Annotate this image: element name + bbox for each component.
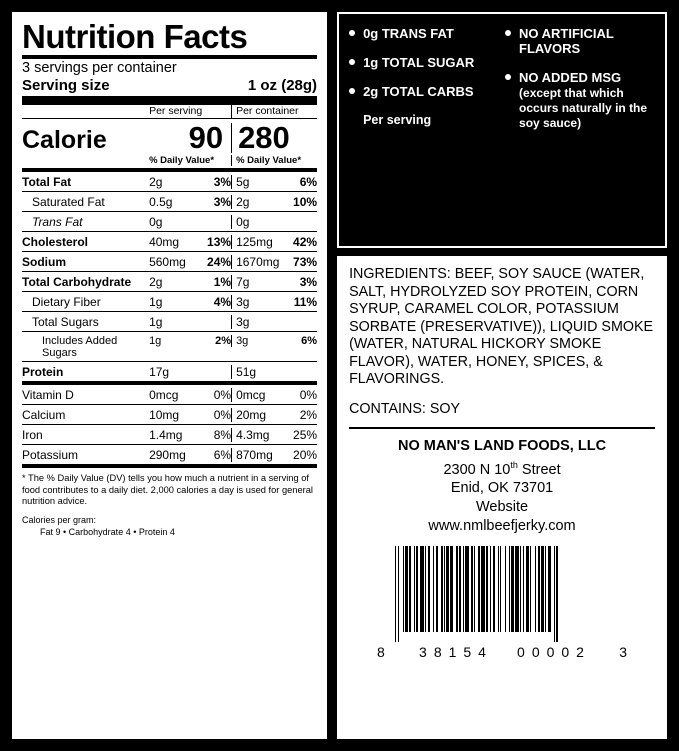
nutrient-dv: 6%: [299, 174, 318, 189]
claim-note: (except that which occurs naturally in the soy sauce): [519, 86, 648, 130]
vitamin-dv: 8%: [213, 427, 232, 442]
nutrient-dv: 13%: [207, 234, 232, 249]
vitamin-row: [22, 385, 317, 404]
vitamin-row: [22, 445, 317, 464]
nutrient-dv: 11%: [293, 294, 318, 309]
vitamin-dv: 0%: [213, 387, 232, 402]
vitamin-value: 10mg: [149, 407, 180, 422]
nutrient-row: [22, 212, 317, 231]
dv-header-container: % Daily Value*: [231, 155, 317, 166]
nutrient-value: 3g: [236, 334, 249, 347]
vitamin-dv: 2%: [299, 407, 318, 422]
vitamin-value: 870mg: [236, 447, 273, 462]
nutrient-row: [22, 362, 317, 381]
nutrient-dv: [285, 215, 317, 229]
nutrient-dv: 73%: [293, 254, 318, 269]
vitamin-name: Calcium: [22, 407, 66, 422]
serving-size-value: 1 oz (28g): [247, 77, 318, 94]
nutrient-dv: 10%: [293, 194, 318, 209]
nutrient-dv: 3%: [299, 274, 318, 289]
vitamin-dv: 6%: [213, 447, 232, 462]
nutrient-value: 2g: [236, 194, 250, 209]
vitamin-dv: 25%: [293, 427, 318, 442]
calories-per-gram-label: Calories per gram:: [22, 514, 97, 525]
nutrient-row: [22, 192, 317, 211]
vitamin-dv: 0%: [213, 407, 232, 422]
nutrient-name: Saturated Fat: [32, 194, 105, 209]
nutrient-row: [22, 332, 317, 361]
nutrient-value: 5g: [236, 174, 250, 189]
nutrient-name: Sodium: [22, 254, 66, 269]
nutrient-dv: 1%: [213, 274, 232, 289]
nutrient-value: 0.5g: [149, 194, 173, 209]
nutrient-value: 560mg: [149, 254, 186, 269]
nutrition-facts-title: Nutrition Facts: [22, 18, 248, 55]
calories-per-serving: 90: [188, 120, 224, 155]
nutrient-name: Dietary Fiber: [32, 294, 101, 309]
barcode-group-1: 38154: [419, 644, 493, 661]
vitamin-name: Vitamin D: [22, 387, 74, 402]
nutrient-value: 2g: [149, 274, 163, 289]
upc-barcode: [377, 546, 628, 661]
claim-item: [505, 70, 655, 130]
vitamin-dv: 0%: [299, 387, 318, 402]
serving-size-label: Serving size: [22, 77, 110, 94]
barcode-right-digit: 3: [619, 644, 628, 661]
column-headers: [22, 105, 317, 118]
nutrient-value: 0g: [149, 214, 163, 229]
nutrient-value: 17g: [149, 364, 170, 379]
website-url[interactable]: www.nmlbeefjerky.com: [428, 518, 576, 535]
daily-value-footnote: * The % Daily Value (DV) tells you how much a nutrient in a serving of food contributes to a daily diet. 2,000 calories a day is used for general nutrition advice.: [22, 473, 313, 506]
nutrient-dv: [199, 315, 231, 329]
vitamin-rows: [22, 385, 317, 468]
vitamin-value: 20mg: [236, 407, 267, 422]
nutrient-value: 2g: [149, 174, 163, 189]
claim-label: NO ADDED MSG: [519, 70, 622, 85]
nutrient-row: [22, 292, 317, 311]
vitamin-name: Iron: [22, 427, 43, 442]
vitamin-value: 1.4mg: [149, 427, 183, 442]
vitamin-value: 0mcg: [236, 387, 266, 402]
nutrient-value: 3g: [236, 294, 250, 309]
nutrient-name: Total Sugars: [32, 314, 99, 329]
nutrient-row: [22, 312, 317, 331]
nutrient-dv: [285, 365, 317, 379]
nutrient-value: 0g: [236, 214, 250, 229]
company-name: NO MAN'S LAND FOODS, LLC: [398, 437, 607, 454]
vitamin-dv: 20%: [293, 447, 318, 462]
nutrient-rows: [22, 172, 317, 385]
contains-statement: CONTAINS: SOY: [349, 400, 461, 417]
daily-value-headers: [22, 155, 317, 166]
ingredients-panel: [337, 256, 667, 739]
serving-size-row: [22, 77, 317, 94]
nutrient-value: 1670mg: [236, 254, 280, 269]
nutrient-name: Protein: [22, 364, 64, 379]
claim-item: 2g TOTAL CARBS: [349, 84, 499, 99]
claim-item: 1g TOTAL SUGAR: [349, 55, 499, 70]
trans-fat-label: Trans Fat: [32, 214, 83, 229]
nutrient-name: Cholesterol: [22, 234, 89, 249]
nutrient-value: 1g: [149, 314, 163, 329]
nutrient-value: 51g: [236, 364, 257, 379]
nutrient-dv: 3%: [213, 194, 232, 209]
calories-per-gram-values: Fat 9 • Carbohydrate 4 • Protein 4: [40, 526, 175, 537]
nutrient-value: 125mg: [236, 234, 273, 249]
nutrient-dv: 24%: [207, 254, 232, 269]
nutrient-value: 7g: [236, 274, 250, 289]
dv-header-serving: % Daily Value*: [149, 155, 215, 166]
nutrient-name: Includes Added Sugars: [42, 334, 118, 359]
nutrient-value: 1g: [149, 334, 162, 347]
nutrient-value: 3g: [236, 314, 250, 329]
nutrient-dv: 4%: [213, 294, 232, 309]
nutrient-row: [22, 172, 317, 191]
nutrient-dv: 6%: [301, 334, 318, 347]
divider: [349, 427, 655, 429]
street-ordinal: th: [510, 459, 518, 470]
vitamin-value: 290mg: [149, 447, 186, 462]
calories-per-container: 280: [231, 123, 317, 153]
nutrient-name: [22, 215, 145, 229]
right-column: [337, 12, 667, 739]
vitamin-name: Potassium: [22, 447, 79, 462]
street-number: 2300 N 10: [443, 461, 511, 478]
nutrient-row: [22, 272, 317, 291]
nutrient-dv: 3%: [213, 174, 232, 189]
company-address: [349, 437, 655, 537]
barcode-area: [349, 546, 655, 661]
nutrient-dv: [285, 315, 317, 329]
claims-left-column: [349, 26, 499, 144]
nutrient-dv: 2%: [215, 334, 232, 347]
claims-per-serving-note: Per serving: [363, 113, 432, 127]
nutrient-row: [22, 252, 317, 271]
col-header-per-container: Per container: [231, 105, 317, 118]
vitamin-value: 0mcg: [149, 387, 179, 402]
nutrient-value: 1g: [149, 294, 163, 309]
vitamin-row: [22, 425, 317, 444]
vitamin-value: 4.3mg: [236, 427, 270, 442]
nutrition-facts-panel: [12, 12, 327, 739]
vitamin-row: [22, 405, 317, 424]
street-name: Street: [517, 461, 561, 478]
nutrient-dv: 42%: [293, 234, 318, 249]
calories-row: [22, 119, 317, 155]
nutrient-dv: [199, 365, 231, 379]
company-street: [349, 456, 655, 480]
nutrient-name: Total Fat: [22, 174, 72, 189]
claim-item: 0g TRANS FAT: [349, 26, 499, 41]
nutrient-dv: [199, 215, 231, 229]
nutrient-name: Total Carbohydrate: [22, 274, 132, 289]
claims-right-column: [505, 26, 655, 144]
barcode-left-digit: 8: [377, 644, 385, 661]
barcode-bars: [395, 546, 559, 642]
col-header-per-serving: Per serving: [149, 105, 203, 117]
claims-box: [337, 12, 667, 248]
nutrient-row: [22, 232, 317, 251]
website-label: Website: [475, 499, 529, 516]
claim-item: NO ARTIFICIAL FLAVORS: [505, 26, 655, 56]
nutrient-value: 40mg: [149, 234, 180, 249]
servings-per-container: 3 servings per container: [22, 60, 177, 76]
ingredients-text: INGREDIENTS: BEEF, SOY SAUCE (WATER, SALT, HYDROLYZED SOY PROTEIN, CORN SYRUP, CARAMEL COLOR, POTASSIUM SORBATE (PRESERVATIVE)), LIQUID SMOKE (WATER, NATURAL HICKORY SMOKE FLAVOR), WATER, HONEY, SPICES, & FLAVORINGS.: [349, 266, 654, 387]
company-city-state-zip: Enid, OK 73701: [450, 480, 554, 497]
calories-label: Calorie: [22, 126, 107, 154]
barcode-group-2: 00002: [517, 644, 591, 661]
